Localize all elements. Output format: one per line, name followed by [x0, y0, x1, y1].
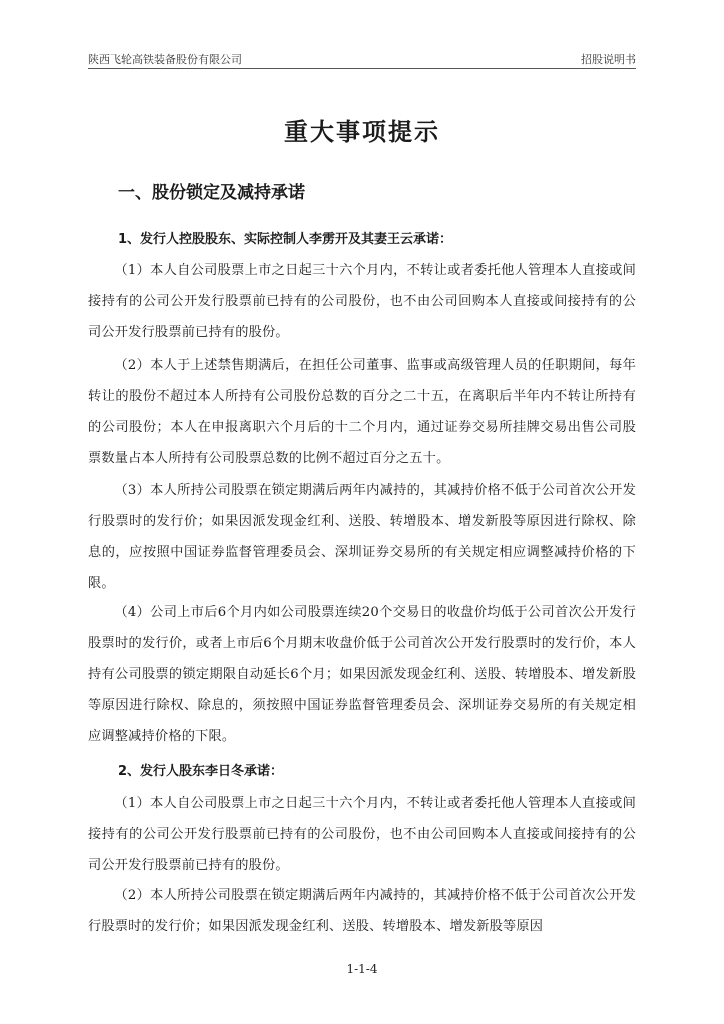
header-document-type: 招股说明书: [581, 53, 636, 66]
paragraph: （4）公司上市后6个月内如公司股票连续20个交易日的收盘价均低于公司首次公开发行股票时的发行价，或者上市后6个月期末收盘价低于公司首次公开发行股票时的发行价，本人持有公司股票的锁定期限自动延长6个月；如果因派发现金红利、送股、转增股本、增发新股等原因进行除权、除息的，须按照中国证券监督管理委员会、深圳证券交易所的有关规定相应调整减持价格的下限。: [88, 605, 636, 744]
section-heading: 一、股份锁定及减持承诺: [118, 183, 305, 203]
paragraph: （1）本人自公司股票上市之日起三十六个月内，不转让或者委托他人管理本人直接或间接持有的公司公开发行股票前已持有的公司股份，也不由公司回购本人直接或间接持有的公司公开发行股票前已持有的股份。: [88, 263, 636, 340]
page-header: [88, 50, 636, 69]
paragraph: （1）本人自公司股票上市之日起三十六个月内，不转让或者委托他人管理本人直接或间接持有的公司公开发行股票前已持有的公司股份，也不由公司回购本人直接或间接持有的公司公开发行股票前已持有的股份。: [88, 796, 636, 873]
paragraph: （2）本人于上述禁售期满后，在担任公司董事、监事或高级管理人员的任职期间，每年转让的股份不超过本人所持有公司股份总数的百分之二十五，在离职后半年内不转让所持有的公司股份；本人在申报离职六个月后的十二个月内，通过证券交易所挂牌交易出售公司股票数量占本人所持有公司股票总数的比例不超过百分之五十。: [88, 358, 636, 466]
page-number: 1-1-4: [346, 962, 378, 976]
paragraph: （3）本人所持公司股票在锁定期满后两年内减持的，其减持价格不低于公司首次公开发行股票时的发行价；如果因派发现金红利、送股、转增股本、增发新股等原因进行除权、除息的，应按照中国证券监督管理委员会、深圳证券交易所的有关规定相应调整减持价格的下限。: [88, 483, 636, 591]
header-company-name: 陕西飞轮高铁装备股份有限公司: [88, 53, 242, 66]
page-title: 重大事项提示: [284, 118, 440, 146]
paragraph: （2）本人所持公司股票在锁定期满后两年内减持的，其减持价格不低于公司首次公开发行股票时的发行价；如果因派发现金红利、送股、转增股本、增发新股等原因: [88, 888, 636, 934]
sub-heading-shareholder-li: 2、发行人股东李日冬承诺：: [118, 764, 284, 779]
sub-heading-controlling-shareholder: 1、发行人控股股东、实际控制人李雳开及其妻王云承诺：: [118, 232, 453, 247]
